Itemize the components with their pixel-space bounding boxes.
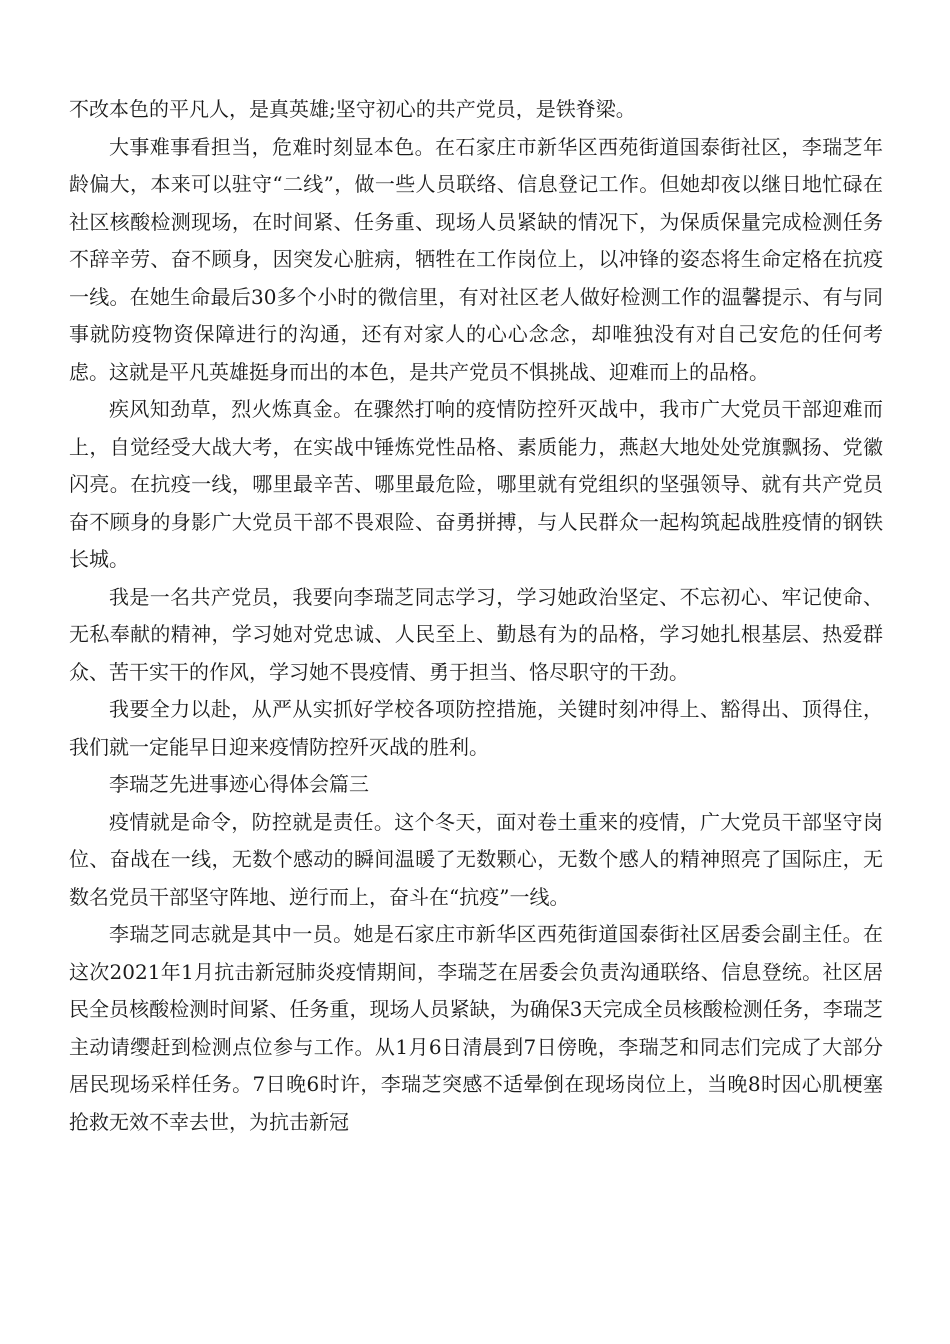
paragraph-1: 不改本色的平凡人，是真英雄;坚守初心的共产党员，是铁脊梁。	[69, 97, 636, 121]
paragraph-2: 大事难事看担当，危难时刻显本色。在石家庄市新华区西苑街道国泰街社区，李瑞芝年龄偏大，本来可以驻守“二线”，做一些人员联络、信息登记工作。但她却夜以继日地忙碌在社区核酸检测现场，在时间紧、任务重、现场人员紧缺的情况下，为保质保量完成检测任务不辞辛劳、奋不顾身，因突发心脏病，牺牲在工作岗位上，以冲锋的姿态将生命定格在抗疫一线。在她生命最后30多个小时的微信里，有对社区老人做好检测工作的温馨提示、有与同事就防疫物资保障进行的沟通，还有对家人的心心念念，却唯独没有对自己安危的任何考虑。这就是平凡英雄挺身而出的本色，是共产党员不惧挑战、迎难而上的品格。	[69, 134, 883, 384]
document-page	[69, 91, 883, 1141]
paragraph-3: 疾风知劲草，烈火炼真金。在骤然打响的疫情防控歼灭战中，我市广大党员干部迎难而上，自觉经受大战大考，在实战中锤炼党性品格、素质能力，燕赵大地处处党旗飘扬、党徽闪亮。在抗疫一线，哪里最辛苦、哪里最危险，哪里就有党组织的坚强领导、就有共产党员奋不顾身的身影广大党员干部不畏艰险、奋勇拼搏，与人民群众一起构筑起战胜疫情的钢铁长城。	[69, 397, 883, 571]
paragraph-4: 我是一名共产党员，我要向李瑞芝同志学习，学习她政治坚定、不忘初心、牢记使命、无私奉献的精神，学习她对党忠诚、人民至上、勤恳有为的品格，学习她扎根基层、热爱群众、苦干实干的作风，学习她不畏疫情、勇于担当、恪尽职守的干劲。	[69, 584, 883, 684]
paragraph-7: 李瑞芝同志就是其中一员。她是石家庄市新华区西苑街道国泰街社区居委会副主任。在这次2021年1月抗击新冠肺炎疫情期间，李瑞芝在居委会负责沟通联络、信息登统。社区居民全员核酸检测时间紧、任务重，现场人员紧缺，为确保3天完成全员核酸检测任务，李瑞芝主动请缨赶到检测点位参与工作。从1月6日清晨到7日傍晚，李瑞芝和同志们完成了大部分居民现场采样任务。7日晚6时许，李瑞芝突感不适晕倒在现场岗位上，当晚8时因心肌梗塞抢救无效不幸去世，为抗击新冠	[69, 922, 883, 1134]
section-heading: 李瑞芝先进事迹心得体会篇三	[109, 772, 369, 796]
paragraph-5: 我要全力以赴，从严从实抓好学校各项防控措施，关键时刻冲得上、豁得出、顶得住，我们就一定能早日迎来疫情防控歼灭战的胜利。	[69, 697, 883, 759]
paragraph-6: 疫情就是命令，防控就是责任。这个冬天，面对卷土重来的疫情，广大党员干部坚守岗位、奋战在一线，无数个感动的瞬间温暖了无数颗心，无数个感人的精神照亮了国际庄，无数名党员干部坚守阵地、逆行而上，奋斗在“抗疫”一线。	[69, 809, 883, 909]
